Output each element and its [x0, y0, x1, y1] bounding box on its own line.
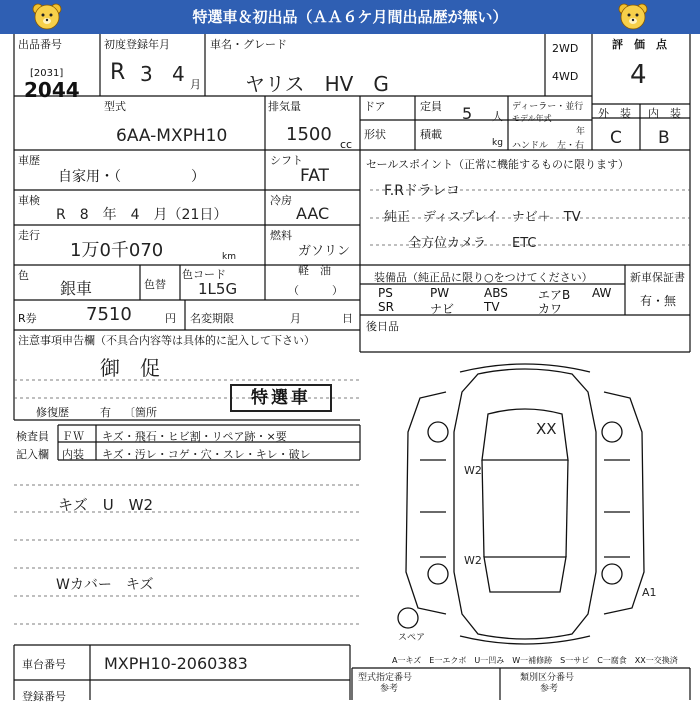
displacement-value: 1500 [286, 124, 332, 145]
diagram-mark-w2-lower: W2 [464, 554, 482, 567]
score-value: 4 [630, 60, 647, 90]
car-name-label: 車名・グレード [210, 38, 287, 51]
banner-title: 特選車＆初出品（ＡＡ６ケ月間出品歴が無い） [192, 8, 508, 26]
first-reg-label: 初度登録年月 [104, 38, 170, 51]
drive-2wd: 2WD [552, 42, 579, 55]
inspection-label: 車検 [18, 194, 40, 207]
sales-line-2: 純正 ディスプレイ ナビ＋ TV [384, 210, 581, 225]
equip-aw: AW [592, 286, 612, 300]
color-code-label: 色コード [182, 268, 226, 281]
shift-label: シフト [270, 154, 303, 167]
type-number-ref: 参考 [380, 684, 399, 694]
equip-abs: ABS [484, 286, 508, 300]
month-value: 4 [172, 62, 185, 86]
history-label: 車歴 [18, 154, 40, 167]
door-label: ドア [364, 100, 386, 113]
recycle-label: R券 [18, 312, 37, 325]
model-year-unit: 年 [576, 127, 586, 137]
load-label: 積載 [420, 128, 442, 141]
lot-code: [2031] [30, 68, 64, 79]
class-number-label: 類別区分番号 [520, 673, 575, 683]
equip-sr: SR [378, 300, 394, 314]
spare-label: スペア [398, 633, 426, 643]
drive-4wd: 4WD [552, 70, 579, 83]
interior-label: 内 装 [648, 107, 681, 120]
capacity-label: 定員 [420, 100, 442, 113]
dealer-label: ディーラー・並行 [512, 102, 584, 112]
recycle-value: 7510 [86, 304, 132, 325]
fuel-value: ガソリン [298, 244, 351, 259]
damage-legend: A一キズ E一エクボ U一凹み W一補修跡 S一サビ C一腐食 XX一交換済 [392, 656, 678, 665]
notes-value: 御 促 [100, 356, 160, 380]
name-change-label: 名変期限 [190, 312, 234, 325]
sales-line-3: 全方位カメラ ETC [408, 236, 537, 251]
equip-pw: PW [430, 286, 450, 300]
month-unit: 月 [190, 78, 201, 91]
interior-head: 内装 [62, 448, 84, 461]
mileage-label: 走行 [18, 229, 40, 242]
mileage-unit: km [222, 252, 236, 262]
equip-ps: PS [378, 286, 393, 300]
capacity-value: 5 [462, 104, 473, 123]
warranty-label: 新車保証書 [630, 271, 685, 284]
load-unit: kg [492, 138, 503, 148]
equipment-label: 装備品（純正品に限り○をつけてください） [374, 271, 593, 284]
later-items-label: 後日品 [366, 320, 399, 333]
equip-tv: TV [484, 300, 500, 314]
diagram-mark-xx: XX [536, 420, 557, 438]
recycle-unit: 円 [165, 312, 176, 325]
car-damage-diagram [360, 352, 690, 652]
lot-label: 出品番号 [18, 38, 62, 51]
interior-items: キズ・汚レ・コゲ・穴・スレ・キレ・破レ [102, 448, 311, 461]
sales-points-label: セールスポイント（正常に機能するものに限ります） [366, 158, 630, 171]
fuel-label: 燃料 [270, 229, 292, 242]
check-note-2: Wカバー キズ [56, 577, 154, 593]
model-year-label: モデル年式 [512, 114, 552, 123]
displacement-unit: cc [340, 138, 353, 151]
exterior-label: 外 装 [598, 107, 631, 120]
class-number-ref: 参考 [540, 684, 559, 694]
mileage-value: 1万0千070 [70, 240, 164, 261]
name-change-month: 月 [290, 312, 301, 325]
diagram-mark-w2-upper: W2 [464, 464, 482, 477]
era-value: R [110, 60, 126, 85]
fw-head: ＦＷ [62, 430, 84, 443]
check-note-1: キズ U W2 [58, 496, 154, 514]
repair-history-label: 修復歴 [36, 406, 69, 419]
equip-airbag: エアB [538, 288, 571, 302]
color-code-value: 1L5G [198, 280, 238, 298]
color-label: 色 [18, 269, 29, 282]
ac-value: AAC [296, 204, 330, 223]
model-value: 6AA-MXPH10 [116, 126, 228, 146]
capacity-unit: 人 [492, 110, 503, 123]
notes-label: 注意事項申告欄（不具合内容等は具体的に記入して下さい） [18, 334, 315, 347]
name-change-day: 日 [342, 312, 353, 325]
repair-history-value: 有 [100, 406, 111, 419]
handle-label: ハンドル 左・右 [512, 141, 585, 151]
exterior-grade: C [610, 128, 622, 148]
special-selection-stamp: 特選車 [230, 384, 332, 412]
fw-items: キズ・飛石・ヒビ割・リペア跡・×要 [102, 430, 287, 443]
lot-number: 2044 [24, 78, 80, 102]
diagram-mark-a1: A1 [642, 586, 657, 599]
entry-label: 記入欄 [16, 448, 49, 461]
model-label: 型式 [104, 100, 126, 113]
equip-navi: ナビ [430, 302, 455, 316]
car-name-value: ヤリス HV G [245, 72, 389, 96]
plate-label: 登録番号 [22, 690, 66, 703]
ac-label: 冷房 [270, 194, 292, 207]
score-label: 評 価 点 [612, 38, 667, 51]
inspection-value: R 8 年 4 月（21日） [56, 207, 228, 223]
type-number-label: 型式指定番号 [358, 673, 413, 683]
sales-line-1: F.Rドラレコ [384, 183, 460, 199]
year-value: 3 [140, 62, 153, 86]
chassis-label: 車台番号 [22, 658, 66, 671]
displacement-label: 排気量 [268, 100, 301, 113]
fuel-alt: 軽 油 [298, 264, 331, 277]
history-value: 自家用・（ ） [58, 169, 205, 185]
equip-leather: カワ [538, 302, 563, 316]
repair-place: 〔箇所 [124, 406, 157, 419]
shift-value: FAT [300, 166, 329, 186]
interior-grade: B [658, 128, 670, 148]
inspector-label: 検査員 [16, 430, 49, 443]
shade-label: 色替 [144, 278, 166, 291]
fuel-paren: （ ） [288, 284, 343, 297]
chassis-value: MXPH10-2060383 [104, 654, 248, 673]
color-value: 銀車 [60, 279, 93, 298]
shape-label: 形状 [364, 128, 386, 141]
warranty-value: 有・無 [640, 294, 677, 308]
